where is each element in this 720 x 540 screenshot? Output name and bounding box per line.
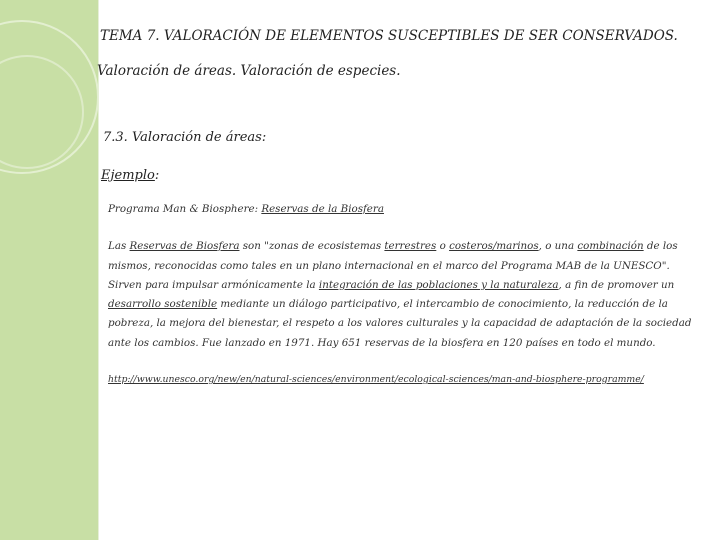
text: , a fin de promover un [558, 279, 675, 291]
body-line-2: mismos, reconocidas como tales en un plano internacional en el marco del Programa MAB de la UNESCO". [108, 260, 670, 272]
section-heading: 7.3. Valoración de áreas: [103, 130, 267, 145]
example-label [101, 168, 159, 183]
text: o [436, 240, 450, 252]
program-line [108, 203, 384, 215]
text: Las [108, 240, 130, 252]
body-line-6: ante los cambios. Fue lanzado en 1971. Hay 651 reservas de la biosfera en 120 países en todo el mundo. [108, 337, 656, 349]
slide-title: TEMA 7. VALORACIÓN DE ELEMENTOS SUSCEPTIBLES DE SER CONSERVADOS. [100, 28, 678, 44]
costeros-link[interactable]: costeros/marinos [449, 240, 539, 252]
terrestres-link[interactable]: terrestres [384, 240, 437, 252]
body-line-3 [108, 279, 674, 291]
body-line-1 [108, 240, 678, 252]
text: de los [643, 240, 678, 252]
example-colon: : [154, 168, 160, 183]
text: mediante un diálogo participativo, el intercambio de conocimiento, la reducción de la [217, 298, 668, 310]
divider [98, 0, 99, 540]
body-line-5: pobreza, la mejora del bienestar, el respeto a los valores culturales y la capacidad de adaptación de la sociedad [108, 317, 692, 329]
body-line-4 [108, 298, 668, 310]
slide-subtitle: Valoración de áreas. Valoración de especies. [97, 63, 401, 79]
reservas-link[interactable]: Reservas de Biosfera [129, 240, 240, 252]
example-text: Ejemplo [101, 168, 155, 183]
text: son "zonas de ecosistemas [239, 240, 385, 252]
text: Sirven para impulsar armónicamente la [108, 279, 319, 291]
program-prefix: Programa Man & Biosphere: [108, 203, 262, 215]
biosphere-reserves-link[interactable]: Reservas de la Biosfera [261, 203, 384, 215]
text: , o una [538, 240, 578, 252]
integracion-link[interactable]: integración de las poblaciones y la naturaleza [318, 279, 559, 291]
combinacion-link[interactable]: combinación [577, 240, 644, 252]
desarrollo-sostenible-link[interactable]: desarrollo sostenible [108, 298, 218, 310]
decorative-sidebar [0, 0, 98, 540]
unesco-url-link[interactable]: http://www.unesco.org/new/en/natural-sciences/environment/ecological-sciences/man-and-biosphere-programme/ [108, 374, 644, 385]
